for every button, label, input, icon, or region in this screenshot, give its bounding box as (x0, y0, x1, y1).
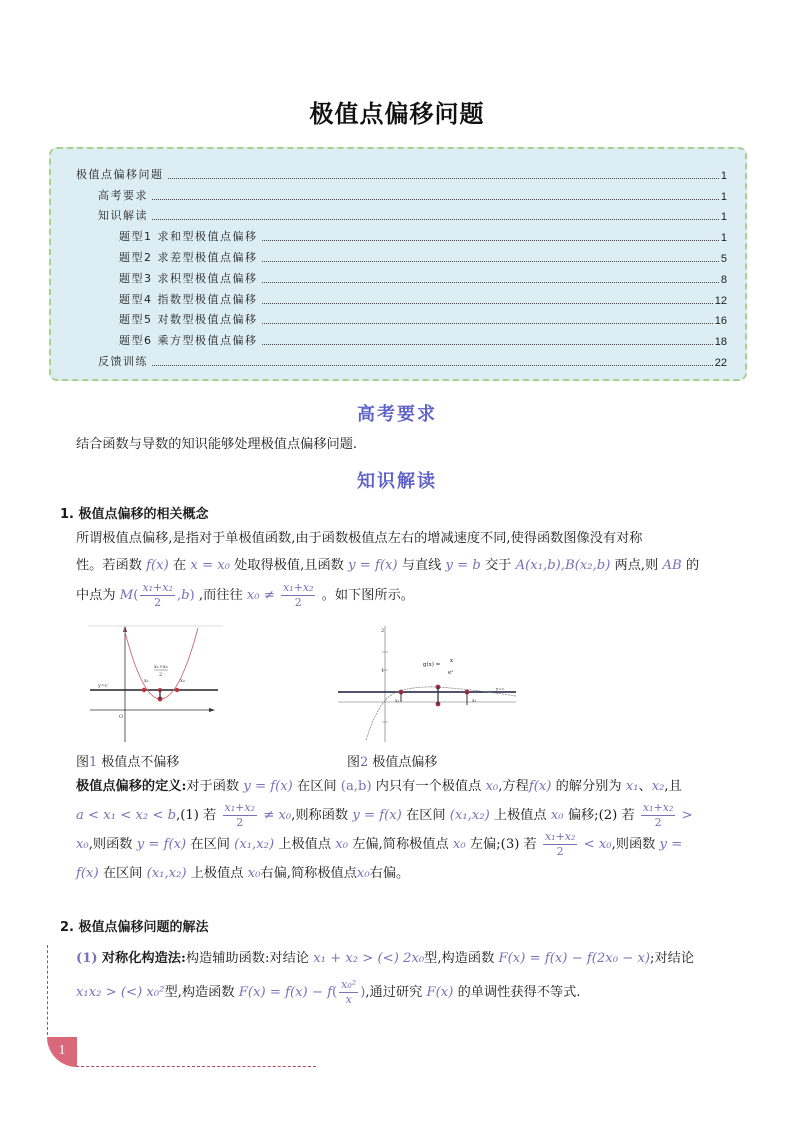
math-Fx: F(x) (426, 985, 454, 1000)
math-construct-function-1: F(x) = f(x) − f(2x₀ − x) (498, 951, 651, 966)
math-inequality: a < x₁ < x₂ < b (76, 808, 177, 823)
svg-text:x₁+x₂: x₁+x₂ (154, 664, 168, 670)
svg-text:y=c: y=c (98, 683, 108, 689)
text: 型,构造函数 (424, 951, 495, 966)
method-line-2 (76, 976, 748, 1010)
svg-text:y=c: y=c (496, 686, 504, 691)
math-lt-x0: < x₀ (583, 837, 612, 852)
text: 构造辅助函数:对结论 (185, 951, 309, 966)
math-fx: f(x) (528, 779, 552, 794)
frac-denominator: 2 (154, 596, 162, 609)
text: ,而往往 (198, 588, 243, 603)
toc-entry-page: 8 (720, 273, 727, 286)
text: 上极值点 (278, 837, 332, 852)
toc-leader (152, 199, 719, 200)
math-gt: > (681, 808, 693, 823)
svg-text:x₂: x₂ (472, 699, 477, 704)
text: 处取得极值,且函数 (234, 558, 344, 573)
toc-entry[interactable] (76, 286, 727, 307)
toc-entry-label: 极值点偏移问题 (76, 167, 164, 181)
table-of-contents (49, 147, 747, 381)
toc-entry[interactable] (76, 307, 727, 328)
math-x0: x₀ (247, 866, 261, 881)
frac-numerator: x₁+x₂ (642, 801, 674, 814)
paren: ( (133, 588, 139, 603)
method-title: 对称化构造法: (101, 951, 186, 966)
concept-paragraph (76, 525, 746, 610)
toc-entry-label: 题型4 指数型极值点偏移 (119, 292, 258, 306)
svg-text:2: 2 (159, 672, 163, 678)
text: 在区间 (406, 808, 446, 823)
toc-entry-label: 高考要求 (98, 188, 148, 202)
text: 中点为 (76, 588, 116, 603)
figure-label: 图 (347, 755, 361, 770)
frac-numerator: x₁+x₂ (224, 801, 255, 814)
math-interval-ab: (a,b) (340, 779, 372, 794)
math-interval-x1x2: (x₁,x₂) (449, 808, 490, 823)
math-x2: x₂ (651, 779, 665, 794)
frac-denominator: 2 (236, 816, 244, 829)
section-heading-knowledge: 知识解读 (357, 471, 437, 492)
toc-leader (262, 303, 713, 304)
toc-entry[interactable] (76, 203, 727, 224)
figure-1-caption (76, 751, 179, 770)
toc-entry-page: 5 (720, 252, 727, 265)
text: 上极值点 (493, 808, 547, 823)
math-fx: f(x) (146, 558, 169, 573)
toc-leader (262, 323, 713, 324)
math-x0: x₀ (335, 837, 348, 852)
toc-leader (152, 219, 719, 220)
toc-leader (262, 240, 719, 241)
concept-line-1: 所谓极值点偏移,是指对于单极值函数,由于函数极值点左右的增减速度不同,使得函数图像没有对称 (76, 531, 643, 546)
math-y-fx: y = f(x) (136, 837, 187, 852)
text: 、 (638, 779, 652, 794)
text: 的 (685, 558, 700, 573)
math-x0-neq: x₀ ≠ (246, 588, 275, 603)
frac-numerator: x₁+x₂ (142, 581, 173, 594)
math-x-eq-x0: x = x₀ (190, 558, 230, 573)
math-y-fx: y = f(x) (243, 779, 293, 794)
math-m: M (119, 588, 134, 603)
text: 右偏。 (369, 866, 410, 881)
paren: ) (189, 588, 195, 603)
toc-entry[interactable] (76, 244, 727, 265)
requirements-text: 结合函数与导数的知识能够处理极值点偏移问题. (76, 437, 358, 452)
frac-denominator: x (345, 993, 352, 1006)
text: ,通过研究 (365, 985, 423, 1000)
toc-entry[interactable] (76, 223, 727, 244)
method-line-1 (76, 942, 748, 976)
toc-entry-page: 18 (714, 336, 727, 349)
figure-2-graph (338, 622, 518, 746)
toc-entry-label: 题型2 求差型极值点偏移 (119, 250, 258, 264)
toc-entry[interactable] (76, 182, 727, 203)
toc-entry-label: 题型3 求积型极值点偏移 (119, 271, 258, 285)
text: 的单调性获得不等式. (457, 985, 581, 1000)
svg-text:g(x) =: g(x) = (423, 662, 441, 668)
figure-2-caption (347, 751, 437, 770)
frac-numerator: x₀² (341, 978, 357, 991)
figure-caption-text: 极值点偏移 (368, 755, 438, 770)
toc-entry[interactable] (76, 348, 727, 369)
svg-text:2: 2 (381, 628, 385, 634)
toc-entry-label: 题型1 求和型极值点偏移 (119, 230, 258, 244)
text: 左偏;(3) 若 (469, 837, 537, 852)
page-border-left-decoration (47, 945, 48, 1035)
definition-line-4 (76, 859, 748, 888)
text: 的解分别为 (555, 779, 622, 794)
math-fraction (223, 801, 257, 830)
text: 在区间 (102, 866, 143, 881)
text: 对于函数 (186, 779, 240, 794)
toc-leader (262, 261, 719, 262)
text: ,方程 (498, 779, 529, 794)
text: 交于 (485, 558, 512, 573)
toc-entry-page: 1 (720, 190, 727, 203)
svg-text:1: 1 (381, 668, 385, 674)
text: 性。若函数 (76, 558, 142, 573)
definition-label: 极值点偏移的定义: (76, 779, 187, 794)
toc-entry-label: 反馈训练 (98, 354, 148, 368)
math-y-fx: y = f(x) (352, 808, 402, 823)
text: 与直线 (401, 558, 442, 573)
figure-number: 1 (89, 755, 98, 770)
figure-number: 2 (360, 755, 369, 770)
frac-numerator: x₁+x₂ (283, 581, 314, 594)
method-number: (1) (76, 951, 98, 966)
toc-leader (168, 178, 719, 179)
text: ,则函数 (611, 837, 656, 852)
math-fraction (641, 801, 675, 830)
text: 两点,则 (614, 558, 659, 573)
math-interval-x1x2: (x₁,x₂) (234, 837, 275, 852)
frac-denominator: 2 (294, 596, 302, 609)
math-x0: x₀ (356, 866, 370, 881)
toc-leader (152, 365, 713, 366)
math-fx: f(x) (76, 866, 99, 881)
definition-paragraph (76, 772, 748, 888)
math-b: ,b (176, 588, 190, 603)
math-construct-function-2: F(x) = f(x) − f (238, 985, 333, 1000)
svg-text:eˣ: eˣ (448, 670, 454, 676)
math-y-eq: y = (659, 837, 683, 852)
page-title: 极值点偏移问题 (309, 100, 485, 128)
math-fraction (543, 830, 577, 859)
toc-entry-page: 1 (720, 169, 727, 182)
page-border-bottom-decoration (76, 1066, 316, 1067)
toc-entry-label: 知识解读 (98, 209, 148, 223)
text: 内只有一个极值点 (375, 779, 482, 794)
toc-entry[interactable] (76, 265, 727, 286)
frac-denominator: 2 (654, 816, 662, 829)
paren: ) (360, 985, 366, 1000)
section-heading-requirements: 高考要求 (357, 404, 437, 425)
math-neq-x0: ≠ x₀ (263, 808, 292, 823)
methods-paragraph (76, 942, 748, 1010)
toc-entry[interactable] (76, 327, 727, 348)
math-fraction (140, 581, 174, 610)
math-interval-x1x2: (x₁,x₂) (146, 866, 187, 881)
subsection-title-concepts: 1. 极值点偏移的相关概念 (60, 507, 209, 522)
math-fraction (281, 581, 315, 610)
text: 在 (172, 558, 187, 573)
math-x0: x₀ (550, 808, 564, 823)
math-x0: x₀ (485, 779, 499, 794)
toc-entry-page: 12 (714, 294, 727, 307)
text: 偏移;(2) 若 (567, 808, 635, 823)
paren: ( (332, 985, 338, 1000)
math-points-ab: A(x₁,b),B(x₂,b) (515, 558, 611, 573)
text: ;对结论 (650, 951, 695, 966)
math-x0: x₀ (452, 837, 466, 852)
svg-text:x₁: x₁ (395, 699, 400, 704)
frac-numerator: x₁+x₂ (544, 830, 576, 843)
toc-leader (262, 282, 719, 283)
text: ,(1) 若 (176, 808, 217, 823)
text: 在区间 (297, 779, 337, 794)
definition-line-3 (76, 830, 748, 859)
math-fraction (339, 978, 358, 1007)
figure-label: 图 (76, 755, 90, 770)
math-sum-condition: x₁ + x₂ > (<) 2x₀ (313, 951, 425, 966)
toc-entry-label: 题型6 乘方型极值点偏移 (119, 334, 258, 348)
page-number-badge: 1 (47, 1037, 77, 1067)
math-y-eq-fx: y = f(x) (348, 558, 398, 573)
text: 右偏,简称极值点 (260, 866, 357, 881)
text: 。如下图所示。 (321, 588, 414, 603)
toc-entry[interactable] (76, 161, 727, 182)
toc-entry-page: 1 (720, 232, 727, 245)
toc-entry-label: 题型5 对数型极值点偏移 (119, 313, 258, 327)
toc-entry-page: 22 (714, 356, 727, 369)
math-ab: AB (662, 558, 682, 573)
math-x0: x₀ (76, 837, 89, 852)
text: 型,构造函数 (164, 985, 235, 1000)
figure-1-graph (88, 622, 223, 746)
frac-denominator: 2 (556, 845, 564, 858)
text: ,则函数 (88, 837, 133, 852)
math-y-eq-b: y = b (445, 558, 481, 573)
text: ,且 (664, 779, 682, 794)
svg-text:x₁: x₁ (144, 678, 149, 684)
toc-entry-page: 1 (720, 211, 727, 224)
math-product-condition: x₁x₂ > (<) x₀² (76, 985, 165, 1000)
figure-caption-text: 极值点不偏移 (97, 755, 180, 770)
svg-text:O: O (119, 714, 124, 720)
svg-text:x₂: x₂ (180, 678, 185, 684)
svg-text:x: x (450, 658, 454, 664)
toc-entry-page: 16 (714, 315, 727, 328)
text: ,则称函数 (291, 808, 349, 823)
subsection-title-methods: 2. 极值点偏移问题的解法 (60, 920, 209, 935)
text: 上极值点 (190, 866, 244, 881)
toc-leader (262, 344, 713, 345)
concept-line-2 (76, 552, 746, 579)
definition-line-2 (76, 801, 748, 830)
concept-line-3 (76, 581, 746, 610)
text: 在区间 (190, 837, 230, 852)
text: 左偏,简称极值点 (352, 837, 449, 852)
definition-line-1 (76, 772, 748, 801)
math-x1: x₁ (625, 779, 639, 794)
